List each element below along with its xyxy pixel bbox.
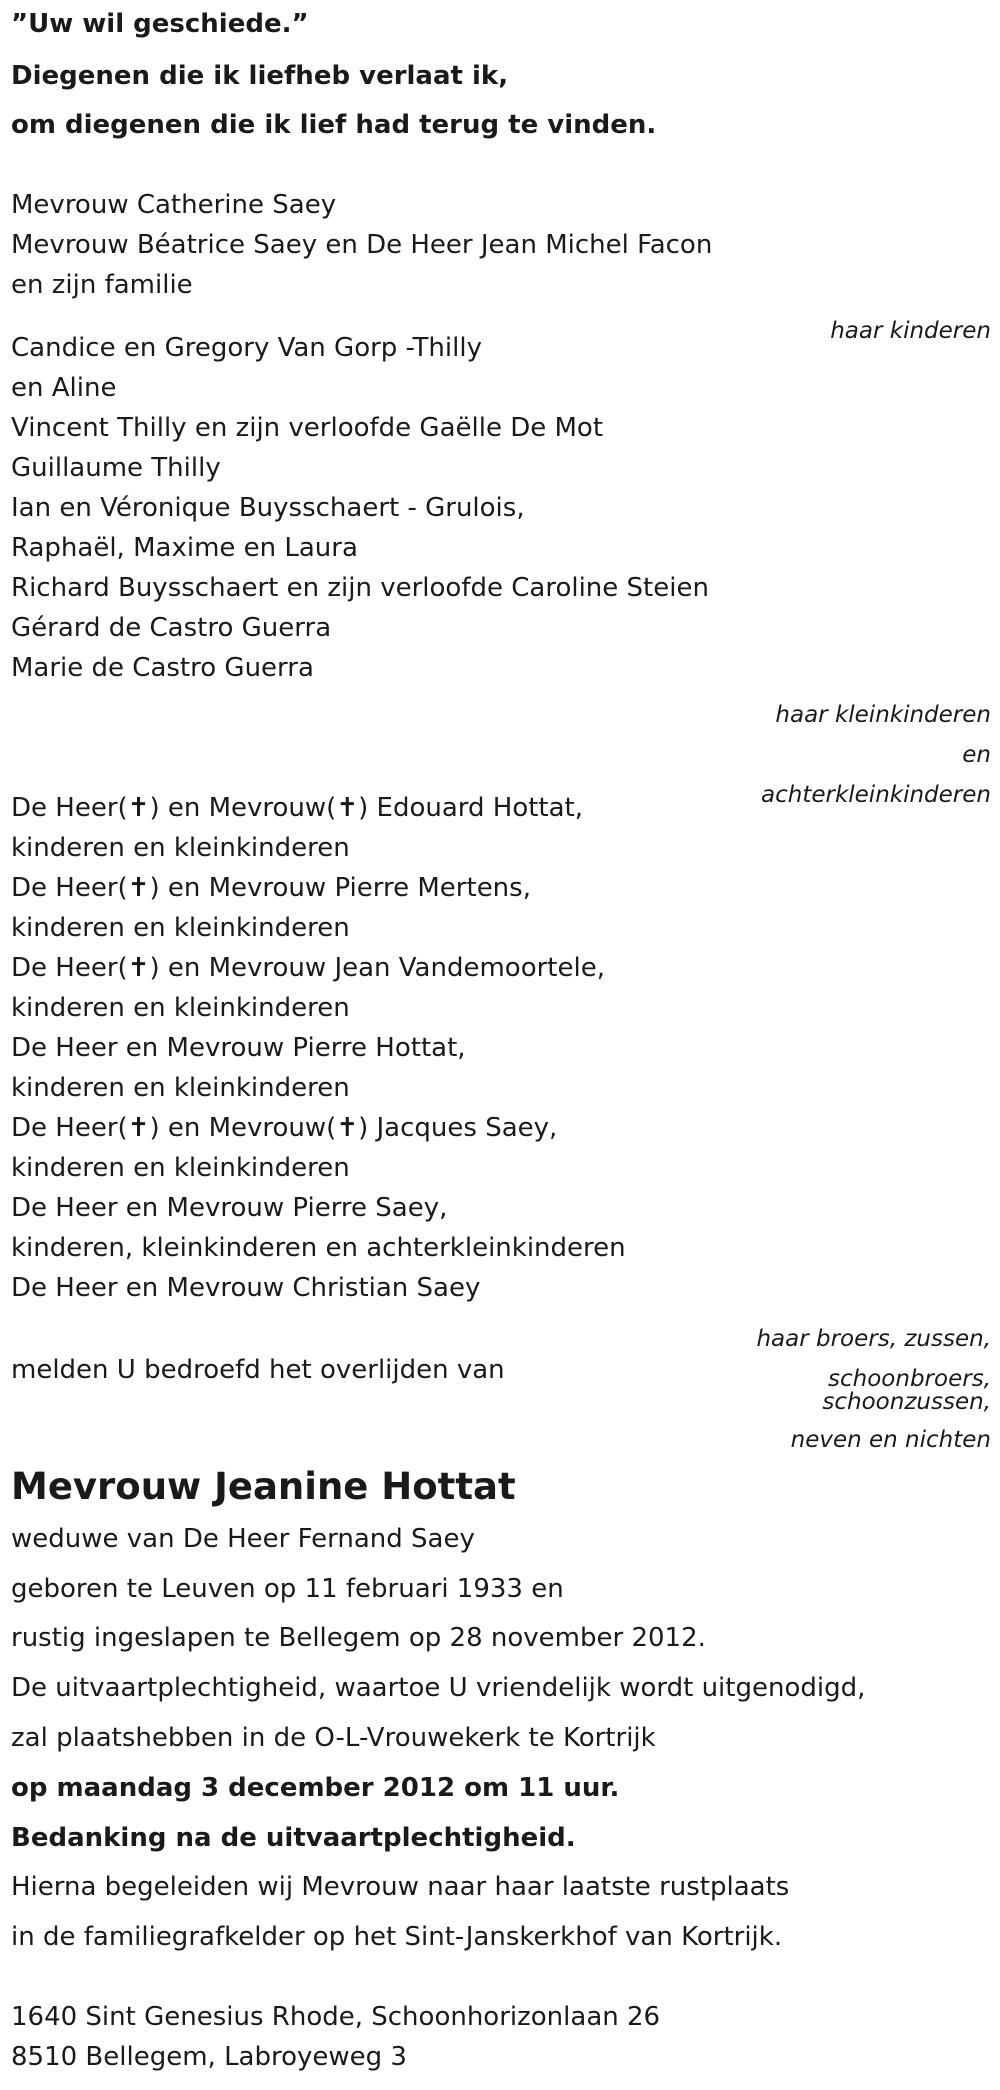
children-line: Mevrouw Béatrice Saey en De Heer Jean Michel Facon	[11, 230, 713, 260]
grandchildren-line: Ian en Véronique Buysschaert - Grulois,	[11, 493, 525, 523]
role-siblings: neven en nichten	[790, 1427, 991, 1453]
grandchildren-line: Guillaume Thilly	[11, 453, 221, 483]
siblings-line: De Heer en Mevrouw Pierre Saey,	[11, 1193, 448, 1223]
grandchildren-line: en Aline	[11, 373, 117, 403]
detail-burial-2: in de familiegrafkelder op het Sint-Janskerkhof van Kortrijk.	[11, 1922, 783, 1952]
siblings-line: De Heer(✝) en Mevrouw(✝) Jacques Saey,	[11, 1113, 558, 1143]
detail-born: geboren te Leuven op 11 februari 1933 en	[11, 1574, 564, 1604]
role-siblings: haar broers, zussen,	[756, 1326, 991, 1352]
siblings-line: De Heer en Mevrouw Christian Saey	[11, 1273, 481, 1303]
role-siblings: schoonbroers,	[828, 1366, 991, 1392]
deceased-name: Mevrouw Jeanine Hottat	[11, 1465, 516, 1508]
detail-died: rustig ingeslapen te Bellegem op 28 november 2012.	[11, 1623, 706, 1653]
detail-place: zal plaatshebben in de O-L-Vrouwekerk te Kortrijk	[11, 1723, 656, 1753]
siblings-line: kinderen, kleinkinderen en achterkleinkinderen	[11, 1233, 626, 1263]
role-children: haar kinderen	[830, 318, 991, 344]
siblings-line: kinderen en kleinkinderen	[11, 1153, 350, 1183]
siblings-line: kinderen en kleinkinderen	[11, 993, 350, 1023]
grandchildren-line: Candice en Gregory Van Gorp -Thilly	[11, 333, 482, 363]
address-line: 1640 Sint Genesius Rhode, Schoonhorizonlaan 26	[11, 2002, 661, 2032]
detail-thanks: Bedanking na de uitvaartplechtigheid.	[11, 1823, 576, 1853]
grandchildren-line: Raphaël, Maxime en Laura	[11, 533, 358, 563]
detail-invite: De uitvaartplechtigheid, waartoe U vriendelijk wordt uitgenodigd,	[11, 1673, 866, 1703]
obituary-card	[11, 0, 991, 2090]
siblings-line: De Heer(✝) en Mevrouw Pierre Mertens,	[11, 873, 531, 903]
children-line: Mevrouw Catherine Saey	[11, 190, 337, 220]
grandchildren-line: Gérard de Castro Guerra	[11, 613, 332, 643]
quote-line-3: om diegenen die ik lief had terug te vinden.	[11, 110, 657, 140]
address-line: 8510 Bellegem, Labroyeweg 3	[11, 2042, 407, 2072]
quote-line-1: ”Uw wil geschiede.”	[11, 9, 309, 39]
detail-datetime: op maandag 3 december 2012 om 11 uur.	[11, 1773, 620, 1803]
siblings-line: kinderen en kleinkinderen	[11, 833, 350, 863]
siblings-line: kinderen en kleinkinderen	[11, 913, 350, 943]
detail-widow: weduwe van De Heer Fernand Saey	[11, 1524, 475, 1554]
role-grandchildren: achterkleinkinderen	[761, 782, 991, 808]
grandchildren-line: Marie de Castro Guerra	[11, 653, 314, 683]
role-siblings: schoonzussen,	[822, 1389, 991, 1415]
grandchildren-line: Richard Buysschaert en zijn verloofde Caroline Steien	[11, 573, 709, 603]
grandchildren-line: Vincent Thilly en zijn verloofde Gaëlle De Mot	[11, 413, 604, 443]
siblings-line: De Heer(✝) en Mevrouw(✝) Edouard Hottat,	[11, 793, 583, 823]
siblings-line: De Heer(✝) en Mevrouw Jean Vandemoortele,	[11, 953, 605, 983]
detail-burial-1: Hierna begeleiden wij Mevrouw naar haar laatste rustplaats	[11, 1872, 790, 1902]
children-line: en zijn familie	[11, 270, 193, 300]
siblings-line: kinderen en kleinkinderen	[11, 1073, 350, 1103]
siblings-line: De Heer en Mevrouw Pierre Hottat,	[11, 1033, 466, 1063]
announce-text: melden U bedroefd het overlijden van	[11, 1355, 505, 1385]
role-grandchildren: en	[962, 742, 991, 768]
role-grandchildren: haar kleinkinderen	[775, 702, 991, 728]
quote-line-2: Diegenen die ik liefheb verlaat ik,	[11, 61, 509, 91]
